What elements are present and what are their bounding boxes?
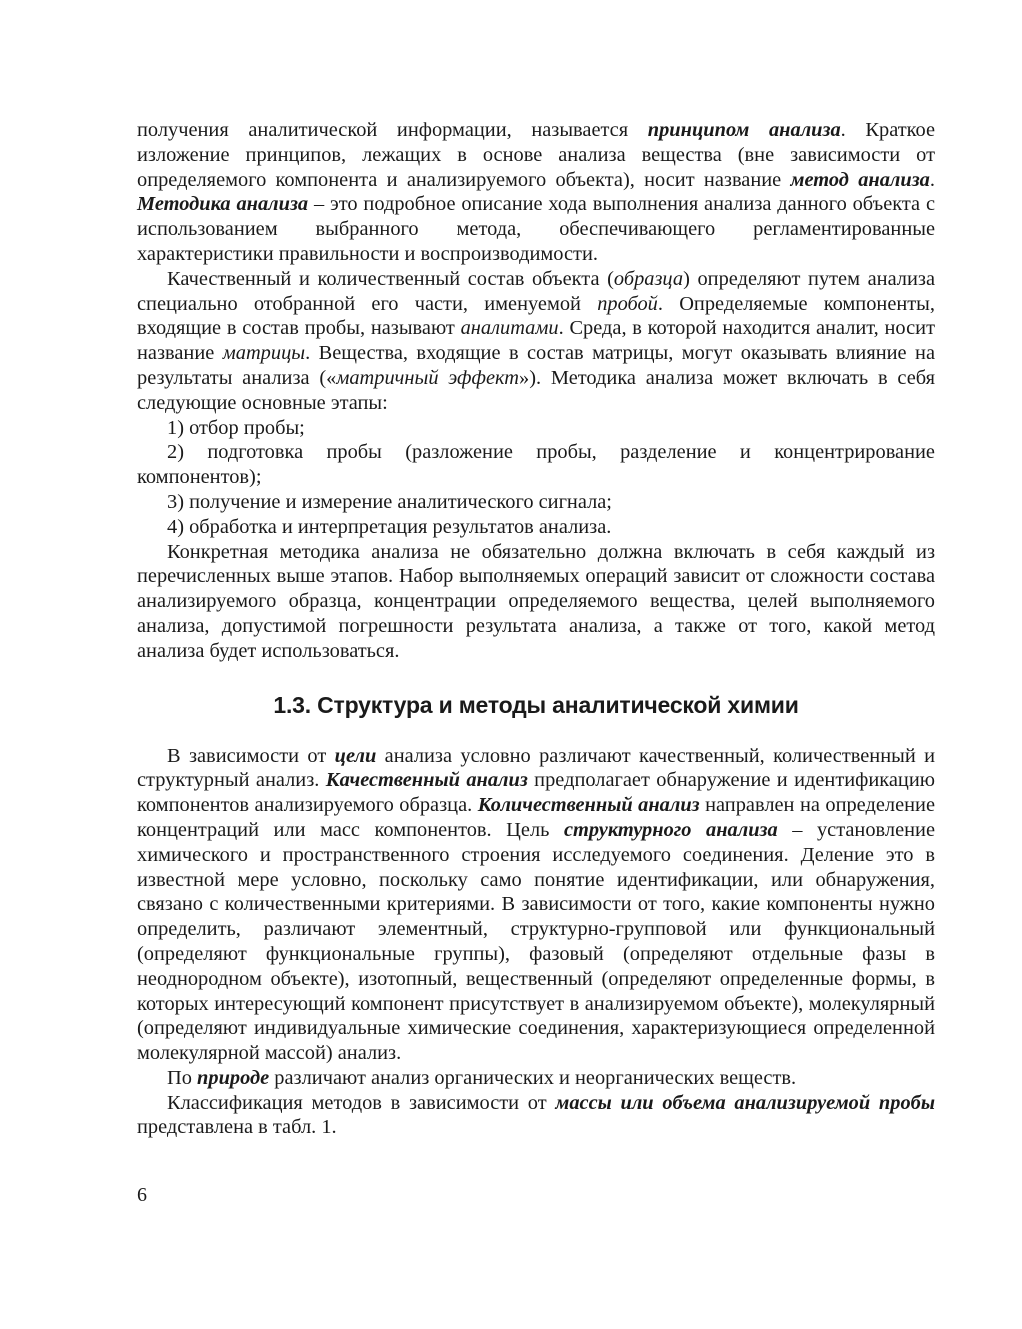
term-quantitative: Количественный анализ [477, 794, 700, 817]
paragraph-analysis-types: В зависимости от цели анализа условно различают качественный, количественный и структурный анализ. Качественный анализ предполагает обнаружение и идентификацию компонентов анализируемого образца. Количественный анализ направлен на определение концентраций или масс компонентов. Цель структурного анализа – установление химического и пространственного строения исследуемого соединения. Деление это в известной мере условно, поскольку само понятие идентификации, или обнаружения, связано с количественными критериями. В зависимости от того, какие компоненты нужно определить, различают элементный, структурно-групповой или функциональный (определяют функциональные группы), фазовый (определяют отдельные фазы в неоднородном объекте), изотопный, вещественный (определяют определенные формы, в которых интересующий компонент присутствует в анализируемом объекте), молекулярный (определяют индивидуальные химические соединения, характеризующиеся определенной молекулярной массой) анализ. [137, 744, 936, 1065]
term-analytes: аналитами [460, 317, 559, 340]
term-goal: цели [334, 744, 377, 767]
section-heading: 1.3. Структура и методы аналитической химии [273, 691, 799, 718]
term-matrix-effect: матричный эффект [336, 366, 520, 389]
paragraph-principle: получения аналитической информации, называется принципом анализа. Краткое изложение принципов, лежащих в основе анализа вещества (вне зависимости от определяемого компонента и анализируемого объекта), носит название метод анализа. Методика анализа – это подробное описание хода выполнения анализа данного объекта с использованием выбранного метода, обеспечивающего регламентированные характеристики правильности и воспроизводимости. [137, 119, 936, 265]
paragraph-classification: Классификация методов в зависимости от массы или объема анализируемой пробы представлена в табл. 1. [137, 1091, 935, 1139]
page-body [137, 118, 935, 1140]
paragraph-sample: Качественный и количественный состав объекта (образца) определяют путем анализа специально отобранной его части, именуемой пробой. Определяемые компоненты, входящие в состав пробы, называют аналитами. Среда, в которой находится аналит, носит название матрицы. Вещества, входящие в состав матрицы, могут оказывать влияние на результаты анализа («матричный эффект»). Методика анализа может включать в себя следующие основные этапы: [137, 267, 935, 414]
list-item: 4) обработка и интерпретация результатов анализа. [167, 515, 612, 538]
term-nature: природе [197, 1066, 270, 1089]
list-item: 3) получение и измерение аналитического сигнала; [167, 490, 612, 513]
term-matrix: матрицы [222, 342, 306, 365]
page-number: 6 [137, 1184, 147, 1206]
paragraph-methodology-steps: Конкретная методика анализа не обязательно должна включать в себя каждый из перечисленных выше этапов. Набор выполняемых операций зависит от сложности состава анализируемого образца, концентрации определяемого вещества, целей выполняемого анализа, допустимой погрешности результата анализа, а также от того, какой метод анализа будет использоваться. [137, 540, 935, 662]
term-structural: структурного анализа [563, 818, 778, 841]
term-qualitative: Качественный анализ [325, 769, 528, 792]
paragraph-nature: По природе различают анализ органических и неорганических веществ. [167, 1066, 797, 1089]
term-principle: принципом анализа [647, 119, 841, 141]
list-item: 1) отбор пробы; [167, 416, 305, 439]
term-sample-mass: массы или объема анализируемой пробы [555, 1091, 935, 1114]
list-item: 2) подготовка пробы (разложение пробы, разделение и концентрирование компонентов); [137, 441, 935, 489]
term-methodology: Методика анализа [137, 193, 309, 216]
term-probe: пробой [597, 292, 658, 315]
term-method: метод анализа [790, 168, 930, 191]
term-sample: образца [613, 267, 684, 290]
